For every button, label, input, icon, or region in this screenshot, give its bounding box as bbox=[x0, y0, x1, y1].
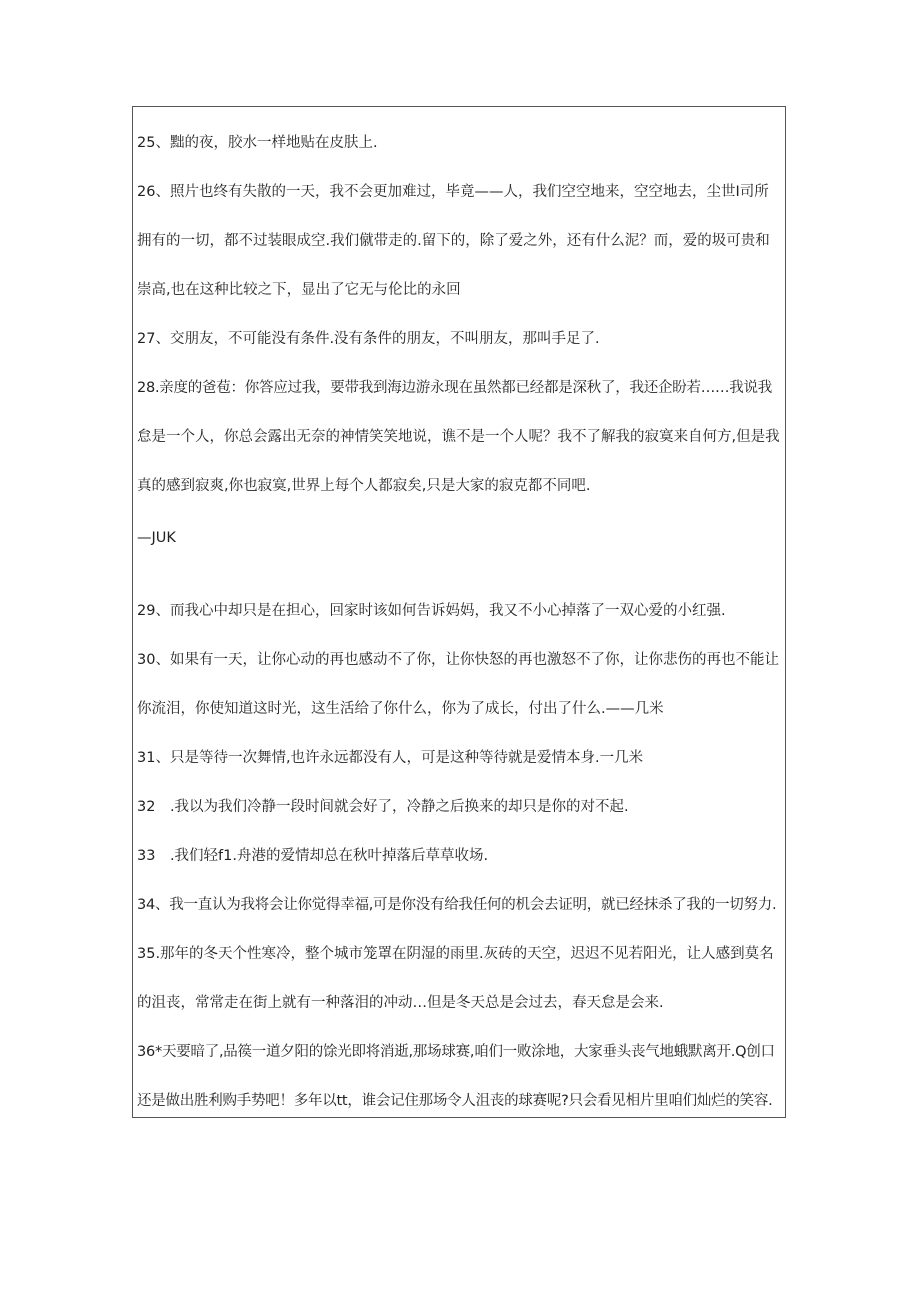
text-line: 30、如果有一天，让你心动的再也感动不了你，让你快怒的再也激怒不了你，让你悲伤的再也不能让 bbox=[137, 652, 779, 668]
text-line: 25、黜的夜，胶水一样地贴在皮肤上. bbox=[137, 135, 378, 151]
text-line: 崇高,也在这种比较之下，显出了它无与伦比的永回 bbox=[137, 282, 461, 298]
document-frame bbox=[132, 106, 786, 1118]
signature-line: —JUK bbox=[137, 530, 176, 546]
text-line: 你流泪，你使知道这时光，这生活给了你什么，你为了成长，付出了什么.——几米 bbox=[137, 701, 664, 717]
text-line: 33 .我们轻f1.舟港的爱情却总在秋叶掉落后草草收场. bbox=[137, 848, 489, 864]
text-line: 28.亲度的爸苞：你答应过我，要带我到海边游永现在虽然都已经都是深秋了，我还企盼若……我说我 bbox=[137, 380, 773, 396]
text-line: 真的感到寂爽,你也寂寞,世界上每个人都寂矣,只是大家的寂克都不同吧. bbox=[137, 478, 591, 494]
text-line: 29、而我心中却只是在担心，回家时该如何告诉妈妈，我又不小心掉落了一双心爱的小红强. bbox=[137, 603, 726, 619]
text-line: 27、交朋友，不可能没有条件.没有条件的朋友，不叫朋友，那叫手足了. bbox=[137, 331, 600, 347]
text-line: 的沮丧，常常走在街上就有一种落泪的冲动…但是冬天总是会过去，春天怠是会来. bbox=[137, 995, 664, 1011]
text-line: 32 .我以为我们冷静一段时间就会好了，冷静之后换来的却只是你的对不起. bbox=[137, 799, 629, 815]
text-line: 35.那年的冬天个性寒冷，整个城市笼罩在阴湿的雨里.灰砖的天空，迟迟不见若阳光，让人感到莫名 bbox=[137, 946, 774, 962]
text-line: 还是做出胜利购手势吧！多年以tt，谁会记住那场令人沮丧的球赛呢?只会看见相片里咱们灿烂的笑容. bbox=[137, 1093, 773, 1109]
text-line: 怠是一个人，你总会露出无奈的神情笑笑地说，谯不是一个人呢？我不了解我的寂寞来自何方,但是我 bbox=[137, 429, 780, 445]
text-line: 31、只是等待一次舞情,也许永远都没有人，可是这种等待就是爱情本身.一几米 bbox=[137, 750, 644, 766]
text-line: 36*天要暗了,品篌一道夕阳的馀光即将消逝,那场球赛,咱们一败涂地，大家垂头丧气地蛾默离开.Q创口 bbox=[137, 1044, 775, 1060]
text-line: 26、照片也终有失散的一天，我不会更加难过，毕竟——人，我们空空地来，空空地去，尘世I司所 bbox=[137, 184, 769, 200]
text-line: 拥有的一切，都不过装眼成空.我们僦带走的.留下的，除了爱之外，还有什么泥？而，爱的圾可贵和 bbox=[137, 233, 770, 249]
text-line: 34、我一直认为我将会让你觉得幸福,可是你没有给我任何的机会去证明，就已经抹杀了我的一切努力. bbox=[137, 897, 777, 913]
